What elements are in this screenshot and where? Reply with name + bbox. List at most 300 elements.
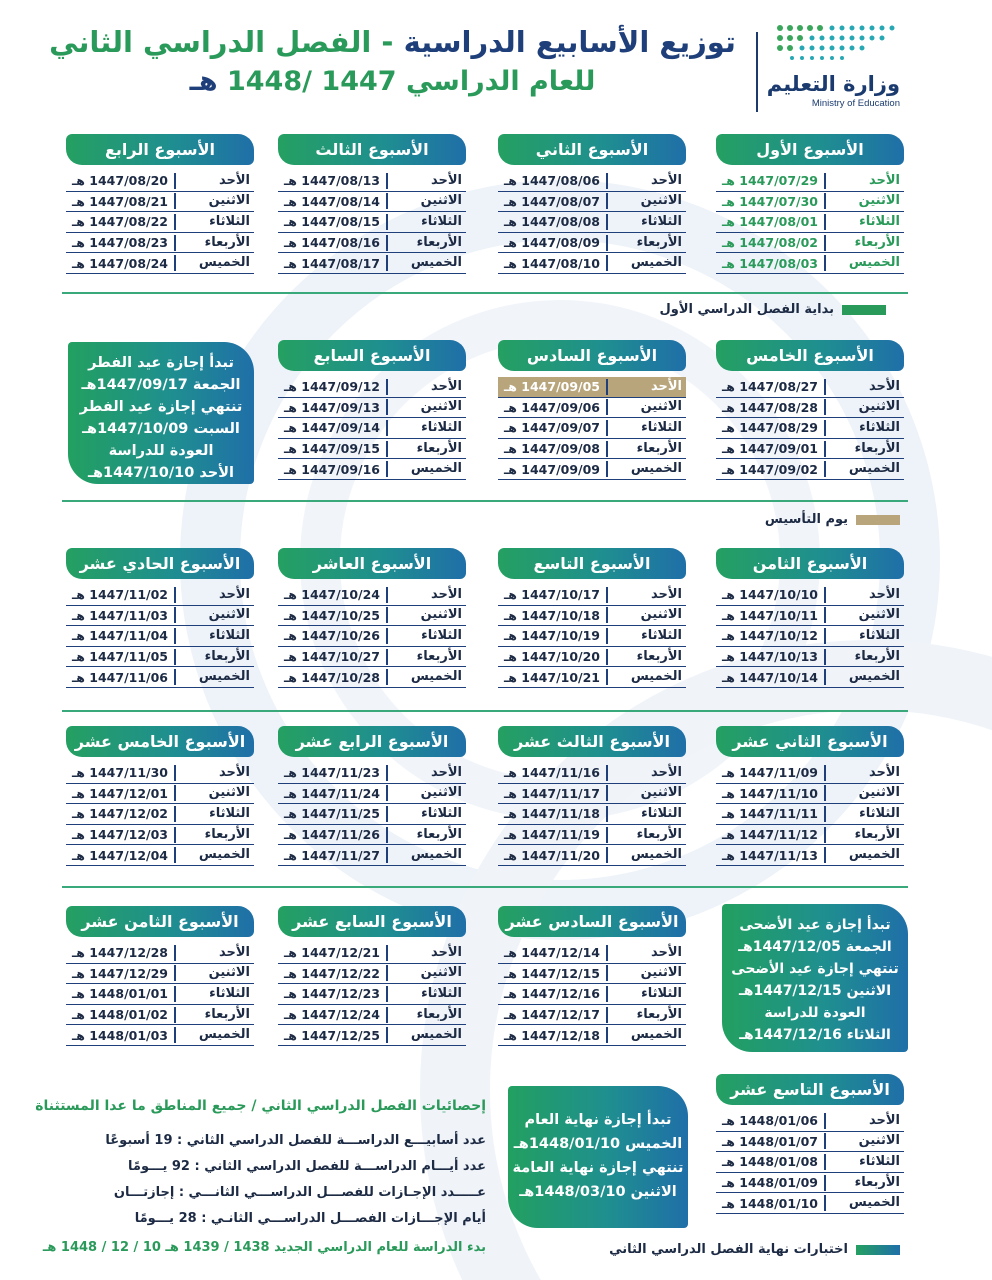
section-divider (62, 292, 908, 294)
hijri-date: 1447/08/16 هـ (283, 235, 380, 251)
day-row (498, 763, 686, 784)
hijri-date: 1447/09/02 هـ (721, 461, 818, 477)
page-title (40, 22, 745, 102)
day-row (716, 763, 904, 784)
note-line: العودة للدراسة (764, 1005, 866, 1021)
day-row (498, 192, 686, 213)
hijri-date: 1447/10/28 هـ (283, 669, 380, 685)
week-block (66, 134, 254, 274)
day-row (716, 647, 904, 668)
day-row (716, 784, 904, 805)
day-name: الثلاثاء (174, 214, 254, 230)
note-line: الخميس 1448/01/10هـ (513, 1136, 683, 1152)
day-row (498, 606, 686, 627)
day-row (716, 845, 904, 866)
hijri-date: 1447/11/04 هـ (71, 628, 168, 644)
week-block (716, 548, 904, 688)
day-row (278, 804, 466, 825)
day-name: الأربعاء (606, 235, 686, 251)
week-title: الأسبوع التاسع عشر (716, 1074, 904, 1105)
day-row (66, 606, 254, 627)
week-days-list (278, 377, 466, 480)
hijri-date: 1448/01/01 هـ (71, 986, 168, 1002)
hijri-date: 1447/08/17 هـ (283, 255, 380, 271)
week-block (278, 134, 466, 274)
week-days-list (716, 585, 904, 688)
day-row (66, 763, 254, 784)
hijri-date: 1447/11/11 هـ (721, 806, 818, 822)
day-row (716, 585, 904, 606)
week-days-list (498, 377, 686, 480)
day-name: الاثنين (386, 785, 466, 801)
day-name: الاثنين (386, 399, 466, 415)
legend-swatch-green (842, 305, 886, 315)
note-line: الاثنين 1448/03/10هـ (519, 1184, 677, 1200)
day-row (716, 626, 904, 647)
hijri-date: 1447/10/12 هـ (721, 628, 818, 644)
week-title: الأسبوع السادس عشر (498, 906, 686, 937)
day-row (278, 459, 466, 480)
day-row (278, 212, 466, 233)
day-row (716, 398, 904, 419)
hijri-date: 1448/01/03 هـ (71, 1027, 168, 1043)
day-row (716, 667, 904, 688)
day-name: الخميس (606, 669, 686, 685)
hijri-date: 1447/10/13 هـ (721, 649, 818, 665)
day-row (278, 964, 466, 985)
day-row (278, 626, 466, 647)
week-block (498, 134, 686, 274)
week-title: الأسبوع الثامن عشر (66, 906, 254, 937)
day-name: الأحد (606, 587, 686, 603)
day-row (498, 253, 686, 274)
week-title: الأسبوع الثالث عشر (498, 726, 686, 757)
day-name: الخميس (824, 255, 904, 271)
day-row (498, 398, 686, 419)
day-row (498, 667, 686, 688)
day-name: الأحد (386, 587, 466, 603)
day-row (278, 418, 466, 439)
day-name: الأحد (386, 945, 466, 961)
day-row (278, 845, 466, 866)
hijri-date: 1448/01/06 هـ (721, 1113, 818, 1129)
note-line: الاثنين 1447/12/15هـ (738, 983, 892, 999)
stats-line: عـــــدد الإجـازات للفصـــل الدراســـي الثانـــي : إجازتـــان (113, 1185, 486, 1200)
day-name: الأحد (824, 1113, 904, 1129)
day-row (278, 439, 466, 460)
day-name: الخميس (174, 255, 254, 271)
hijri-date: 1447/11/09 هـ (721, 765, 818, 781)
day-name: الأحد (386, 379, 466, 395)
day-row (66, 171, 254, 192)
note-line: تنتهي إجازة عيد الأضحى (731, 961, 899, 977)
hijri-date: 1447/12/24 هـ (283, 1007, 380, 1023)
week-title: الأسبوع الرابع (66, 134, 254, 165)
week-days-list (66, 763, 254, 866)
hijri-date: 1447/10/18 هـ (503, 607, 600, 623)
subtitle-part-1: للعام الدراسي 1447 /1448 (226, 66, 596, 97)
hijri-date: 1447/10/19 هـ (503, 628, 600, 644)
day-name: الثلاثاء (386, 806, 466, 822)
day-name: الثلاثاء (606, 806, 686, 822)
day-row (498, 845, 686, 866)
day-name: الخميس (386, 669, 466, 685)
week-title: الأسبوع الثامن (716, 548, 904, 579)
logo-divider (756, 32, 758, 112)
hijri-date: 1447/08/02 هـ (721, 235, 818, 251)
hijri-date: 1447/11/12 هـ (721, 827, 818, 843)
note-line: تبدأ إجازة نهاية العام (524, 1112, 672, 1128)
day-row (716, 439, 904, 460)
hijri-date: 1447/12/16 هـ (503, 986, 600, 1002)
hijri-date: 1447/11/10 هـ (721, 785, 818, 801)
day-name: الخميس (606, 1027, 686, 1043)
day-row (66, 825, 254, 846)
day-name: الاثنين (174, 607, 254, 623)
hijri-date: 1447/08/13 هـ (283, 173, 380, 189)
day-row (716, 192, 904, 213)
hijri-date: 1447/12/14 هـ (503, 945, 600, 961)
hijri-date: 1447/09/05 هـ (503, 379, 600, 395)
day-row (716, 212, 904, 233)
day-row (498, 984, 686, 1005)
note-line: تنتهي إجازة عيد الفطر (79, 399, 243, 415)
day-row (498, 585, 686, 606)
hijri-date: 1448/01/08 هـ (721, 1154, 818, 1170)
day-name: الأحد (606, 945, 686, 961)
day-name: الأربعاء (824, 649, 904, 665)
hijri-date: 1447/12/04 هـ (71, 847, 168, 863)
day-name: الاثنين (386, 965, 466, 981)
day-name: الأربعاء (824, 235, 904, 251)
day-row (278, 171, 466, 192)
day-name: الثلاثاء (174, 628, 254, 644)
day-row (278, 825, 466, 846)
day-name: الأحد (606, 765, 686, 781)
hijri-date: 1447/10/20 هـ (503, 649, 600, 665)
day-name: الأربعاء (386, 1007, 466, 1023)
day-name: الاثنين (174, 785, 254, 801)
stats-line: عدد أسابيـــع الدراســـة للفصل الدراسي الثاني : 19 أسبوعًا (105, 1133, 486, 1148)
day-name: الثلاثاء (606, 628, 686, 644)
week-title: الأسبوع العاشر (278, 548, 466, 579)
day-row (498, 212, 686, 233)
day-name: الأحد (174, 587, 254, 603)
hijri-date: 1447/11/13 هـ (721, 847, 818, 863)
section-divider (62, 886, 908, 888)
note-line: الأحد 1447/10/10هـ (88, 465, 234, 481)
day-row (66, 845, 254, 866)
day-row (716, 804, 904, 825)
day-name: الثلاثاء (386, 986, 466, 1002)
day-row (498, 439, 686, 460)
day-row (716, 1173, 904, 1194)
day-row (498, 377, 686, 398)
day-row (716, 253, 904, 274)
day-name: الثلاثاء (606, 420, 686, 436)
day-name: الأربعاء (174, 235, 254, 251)
hijri-date: 1447/11/30 هـ (71, 765, 168, 781)
hijri-date: 1448/01/02 هـ (71, 1007, 168, 1023)
hijri-date: 1447/09/16 هـ (283, 461, 380, 477)
day-row (66, 192, 254, 213)
hijri-date: 1447/08/21 هـ (71, 193, 168, 209)
day-name: الثلاثاء (174, 806, 254, 822)
day-name: الاثنين (386, 193, 466, 209)
day-row (716, 825, 904, 846)
day-name: الخميس (386, 461, 466, 477)
note-line: الجمعة 1447/09/17هـ (81, 377, 241, 393)
section-divider (62, 710, 908, 712)
day-row (498, 171, 686, 192)
subtitle-part-2: هـ (189, 66, 218, 97)
week-days-list (278, 943, 466, 1046)
hijri-date: 1447/12/01 هـ (71, 785, 168, 801)
legend-swatch-gold (856, 515, 900, 525)
day-row (716, 1152, 904, 1173)
hijri-date: 1447/11/16 هـ (503, 765, 600, 781)
day-row (66, 943, 254, 964)
week-title: الأسبوع السادس (498, 340, 686, 371)
hijri-date: 1447/10/10 هـ (721, 587, 818, 603)
day-row (498, 964, 686, 985)
week-block (716, 1074, 904, 1214)
hijri-date: 1447/10/21 هـ (503, 669, 600, 685)
hijri-date: 1447/09/01 هـ (721, 441, 818, 457)
day-name: الخميس (824, 669, 904, 685)
day-name: الأحد (386, 173, 466, 189)
day-name: الأحد (174, 765, 254, 781)
week-block (66, 548, 254, 688)
hijri-date: 1447/09/08 هـ (503, 441, 600, 457)
day-name: الثلاثاء (824, 420, 904, 436)
hijri-date: 1448/01/10 هـ (721, 1195, 818, 1211)
day-row (498, 626, 686, 647)
day-row (716, 606, 904, 627)
hijri-date: 1447/12/15 هـ (503, 965, 600, 981)
hijri-date: 1447/08/07 هـ (503, 193, 600, 209)
hijri-date: 1448/01/09 هـ (721, 1175, 818, 1191)
day-name: الأربعاء (824, 1175, 904, 1191)
day-name: الثلاثاء (386, 420, 466, 436)
week-days-list (716, 1111, 904, 1214)
hijri-date: 1447/11/19 هـ (503, 827, 600, 843)
day-row (278, 784, 466, 805)
day-name: الأربعاء (824, 441, 904, 457)
week-title: الأسبوع الثالث (278, 134, 466, 165)
legend-swatch-gradient (856, 1245, 900, 1255)
day-name: الأربعاء (606, 1007, 686, 1023)
hijri-date: 1447/12/02 هـ (71, 806, 168, 822)
hijri-date: 1447/09/06 هـ (503, 399, 600, 415)
year-end-note (508, 1086, 688, 1228)
day-row (278, 253, 466, 274)
legend-label: بداية الفصل الدراسي الأول (659, 302, 834, 317)
week-title: الأسبوع السابع (278, 340, 466, 371)
hijri-date: 1447/11/26 هـ (283, 827, 380, 843)
semester-statistics (16, 1098, 486, 1255)
day-row (278, 606, 466, 627)
day-name: الخميس (606, 461, 686, 477)
hijri-date: 1447/09/13 هـ (283, 399, 380, 415)
day-row (66, 964, 254, 985)
hijri-date: 1447/11/02 هـ (71, 587, 168, 603)
week-title: الأسبوع الثاني عشر (716, 726, 904, 757)
day-name: الخميس (386, 1027, 466, 1043)
week-days-list (716, 171, 904, 274)
day-row (66, 984, 254, 1005)
hijri-date: 1447/10/25 هـ (283, 607, 380, 623)
day-name: الأحد (174, 173, 254, 189)
day-name: الثلاثاء (174, 986, 254, 1002)
hijri-date: 1447/11/03 هـ (71, 607, 168, 623)
day-name: الاثنين (606, 193, 686, 209)
day-name: الاثنين (824, 785, 904, 801)
note-line: العودة للدراسة (108, 443, 214, 459)
hijri-date: 1447/10/27 هـ (283, 649, 380, 665)
week-block (66, 726, 254, 866)
day-name: الأربعاء (606, 649, 686, 665)
day-name: الخميس (386, 255, 466, 271)
hijri-date: 1447/08/27 هـ (721, 379, 818, 395)
hijri-date: 1447/12/28 هـ (71, 945, 168, 961)
day-row (278, 192, 466, 213)
day-name: الاثنين (606, 785, 686, 801)
day-row (278, 1005, 466, 1026)
day-row (278, 943, 466, 964)
hijri-date: 1447/08/15 هـ (283, 214, 380, 230)
day-name: الخميس (386, 847, 466, 863)
logo-dots-icon (772, 20, 902, 64)
day-row (498, 459, 686, 480)
week-days-list (278, 171, 466, 274)
title-line-1 (40, 22, 745, 62)
week-title: الأسبوع الأول (716, 134, 904, 165)
day-row (498, 804, 686, 825)
week-days-list (66, 943, 254, 1046)
day-name: الأحد (606, 379, 686, 395)
hijri-date: 1447/12/21 هـ (283, 945, 380, 961)
note-line: تبدأ إجازة عيد الفطر (88, 355, 234, 371)
day-row (278, 377, 466, 398)
day-name: الأربعاء (606, 441, 686, 457)
hijri-date: 1447/08/09 هـ (503, 235, 600, 251)
day-row (716, 459, 904, 480)
week-days-list (66, 585, 254, 688)
day-name: الأحد (824, 587, 904, 603)
week-days-list (716, 377, 904, 480)
day-name: الأربعاء (386, 441, 466, 457)
day-row (716, 171, 904, 192)
week-days-list (66, 171, 254, 274)
week-block (498, 548, 686, 688)
day-name: الأربعاء (386, 235, 466, 251)
day-name: الاثنين (174, 965, 254, 981)
day-row (278, 647, 466, 668)
week-title: الأسبوع الرابع عشر (278, 726, 466, 757)
day-row (278, 984, 466, 1005)
day-name: الخميس (824, 461, 904, 477)
day-name: الخميس (606, 847, 686, 863)
hijri-date: 1447/12/03 هـ (71, 827, 168, 843)
hijri-date: 1447/09/15 هـ (283, 441, 380, 457)
week-title: الأسبوع التاسع (498, 548, 686, 579)
hijri-date: 1447/10/24 هـ (283, 587, 380, 603)
day-name: الأربعاء (174, 649, 254, 665)
hijri-date: 1447/07/29 هـ (721, 173, 818, 189)
day-name: الاثنين (824, 1133, 904, 1149)
hijri-date: 1447/09/12 هـ (283, 379, 380, 395)
day-row (278, 667, 466, 688)
day-row (716, 1111, 904, 1132)
day-row (278, 585, 466, 606)
day-name: الأربعاء (606, 827, 686, 843)
day-name: الاثنين (606, 965, 686, 981)
day-name: الخميس (174, 669, 254, 685)
week-title: الأسبوع الخامس (716, 340, 904, 371)
hijri-date: 1447/11/24 هـ (283, 785, 380, 801)
day-row (66, 212, 254, 233)
day-name: الأربعاء (824, 827, 904, 843)
hijri-date: 1447/08/14 هـ (283, 193, 380, 209)
week-block (498, 726, 686, 866)
hijri-date: 1447/08/20 هـ (71, 173, 168, 189)
day-name: الخميس (174, 1027, 254, 1043)
legend-label: اختبارات نهاية الفصل الدراسي الثاني (609, 1242, 848, 1257)
week-days-list (716, 763, 904, 866)
hijri-date: 1447/12/22 هـ (283, 965, 380, 981)
week-block (498, 906, 686, 1046)
note-line: تبدأ إجازة عيد الأضحى (739, 917, 891, 933)
stats-line: أيام الإجـــازات الفصـــل الدراســـي الثانـي : 28 يـــومًا (134, 1211, 486, 1226)
day-name: الأحد (824, 379, 904, 395)
day-row (498, 647, 686, 668)
note-line: الجمعة 1447/12/05هـ (738, 939, 892, 955)
day-row (498, 825, 686, 846)
hijri-date: 1448/01/07 هـ (721, 1133, 818, 1149)
day-row (716, 1132, 904, 1153)
day-row (716, 233, 904, 254)
hijri-date: 1447/10/26 هـ (283, 628, 380, 644)
day-name: الاثنين (174, 193, 254, 209)
day-row (66, 667, 254, 688)
day-name: الأربعاء (174, 1007, 254, 1023)
day-name: الثلاثاء (824, 1154, 904, 1170)
hijri-date: 1447/08/01 هـ (721, 214, 818, 230)
hijri-date: 1447/11/23 هـ (283, 765, 380, 781)
day-row (716, 418, 904, 439)
hijri-date: 1447/08/08 هـ (503, 214, 600, 230)
ministry-logo (752, 14, 904, 108)
hijri-date: 1447/10/14 هـ (721, 669, 818, 685)
week-block (278, 340, 466, 480)
week-block (66, 906, 254, 1046)
day-name: الاثنين (824, 607, 904, 623)
day-row (278, 1025, 466, 1046)
day-row (66, 585, 254, 606)
hijri-date: 1447/11/06 هـ (71, 669, 168, 685)
note-line: الثلاثاء 1447/12/16هـ (739, 1027, 891, 1043)
day-name: الاثنين (824, 193, 904, 209)
week-days-list (498, 943, 686, 1046)
stats-title: إحصائيات الفصل الدراسي الثاني / جميع المناطق ما عدا المستثناة (35, 1098, 486, 1114)
hijri-date: 1447/08/03 هـ (721, 255, 818, 271)
week-block (716, 726, 904, 866)
hijri-date: 1447/08/06 هـ (503, 173, 600, 189)
hijri-date: 1447/12/23 هـ (283, 986, 380, 1002)
hijri-date: 1447/12/29 هـ (71, 965, 168, 981)
note-line: تنتهي إجازة نهاية العامة (512, 1160, 684, 1176)
